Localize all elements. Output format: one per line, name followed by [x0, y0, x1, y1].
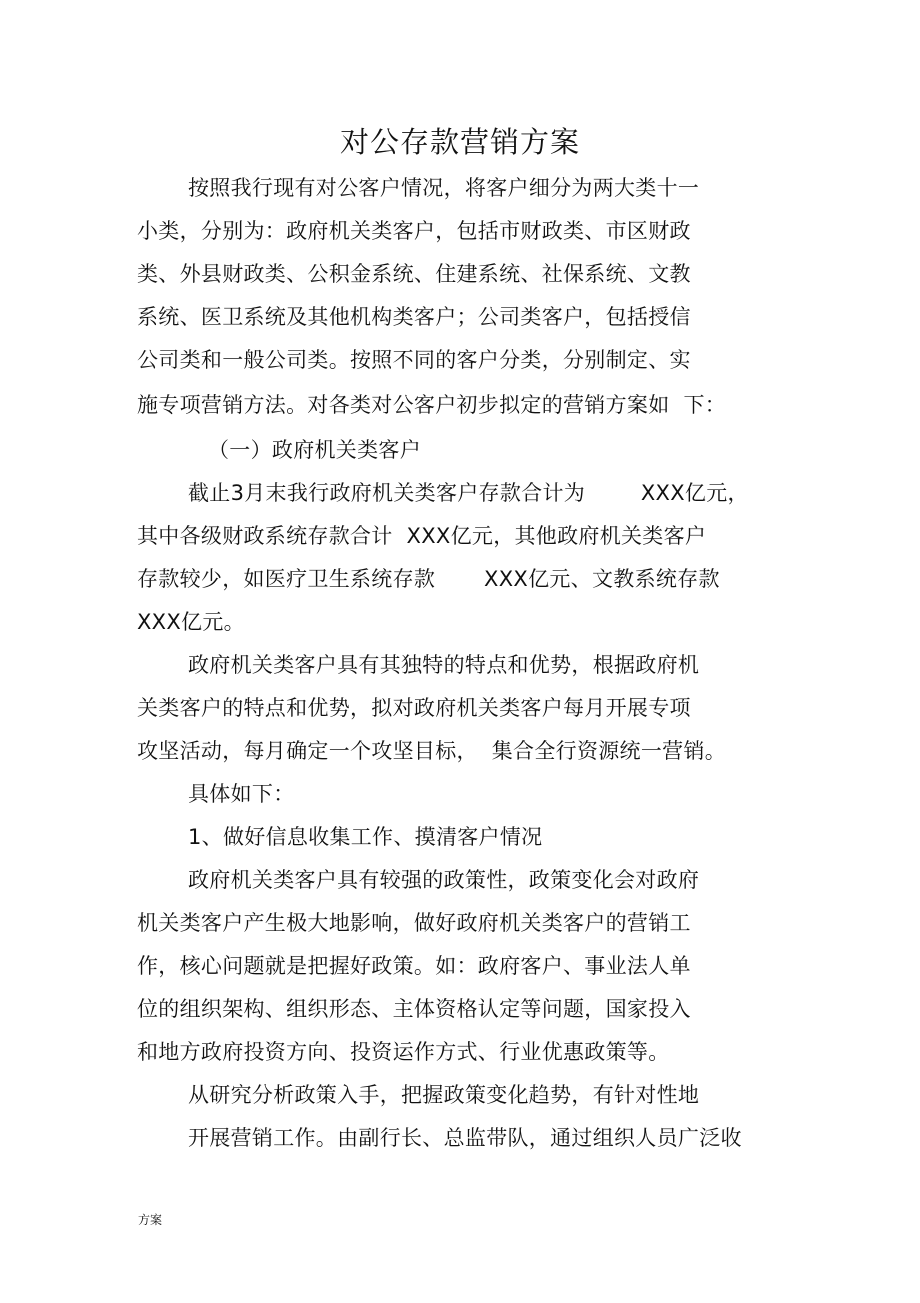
paragraph-line: 存款较少，如医疗卫生系统存款 XXX亿元、文教系统存款 [137, 567, 720, 591]
paragraph-line: 政府机关类客户具有其独特的特点和优势，根据政府机 [188, 653, 700, 677]
document-title: 对公存款营销方案 [339, 125, 580, 159]
paragraph-line: 关类客户的特点和优势，拟对政府机关类客户每月开展专项 [137, 696, 691, 720]
section-heading: （一）政府机关类客户 [208, 438, 421, 462]
paragraph-line: 具体如下： [188, 782, 295, 806]
paragraph-line: 施专项营销方法。对各类对公客户初步拟定的营销方案如 下： [137, 393, 727, 417]
paragraph-line: 类、外县财政类、公积金系统、住建系统、社保系统、文教 [137, 262, 691, 286]
paragraph-line: 其中各级财政系统存款合计 XXX亿元，其他政府机关类客户 [137, 524, 707, 548]
paragraph-line: XXX亿元。 [137, 610, 245, 634]
paragraph-line: 开展营销工作。由副行长、总监带队，通过组织人员广泛收 [188, 1126, 742, 1150]
paragraph-line: 和地方政府投资方向、投资运作方式、行业优惠政策等。 [137, 1040, 670, 1064]
paragraph-line: 小类，分别为：政府机关类客户，包括市财政类、市区财政 [137, 219, 691, 243]
page-footer: 方案 [138, 1213, 163, 1227]
paragraph-line: 机关类客户产生极大地影响，做好政府机关类客户的营销工 [137, 911, 691, 935]
paragraph-line: 系统、医卫系统及其他机构类客户；公司类客户，包括授信 [137, 305, 691, 329]
paragraph-line: 从研究分析政策入手，把握政策变化趋势，有针对性地 [188, 1083, 700, 1107]
numbered-heading: 1、做好信息收集工作、摸清客户情况 [188, 825, 543, 849]
paragraph-line: 作，核心问题就是把握好政策。如：政府客户、事业法人单 [137, 954, 691, 978]
paragraph-line: 位的组织架构、组织形态、主体资格认定等问题，国家投入 [137, 997, 691, 1021]
paragraph-line: 按照我行现有对公客户情况，将客户细分为两大类十一 [188, 176, 700, 200]
paragraph-line: 政府机关类客户具有较强的政策性，政策变化会对政府 [188, 868, 700, 892]
paragraph-line: 攻坚活动，每月确定一个攻坚目标， 集合全行资源统一营销。 [137, 739, 727, 763]
paragraph-line: 截止3月末我行政府机关类客户存款合计为 XXX亿元， [188, 481, 749, 505]
paragraph-line: 公司类和一般公司类。按照不同的客户分类，分别制定、实 [137, 348, 691, 372]
